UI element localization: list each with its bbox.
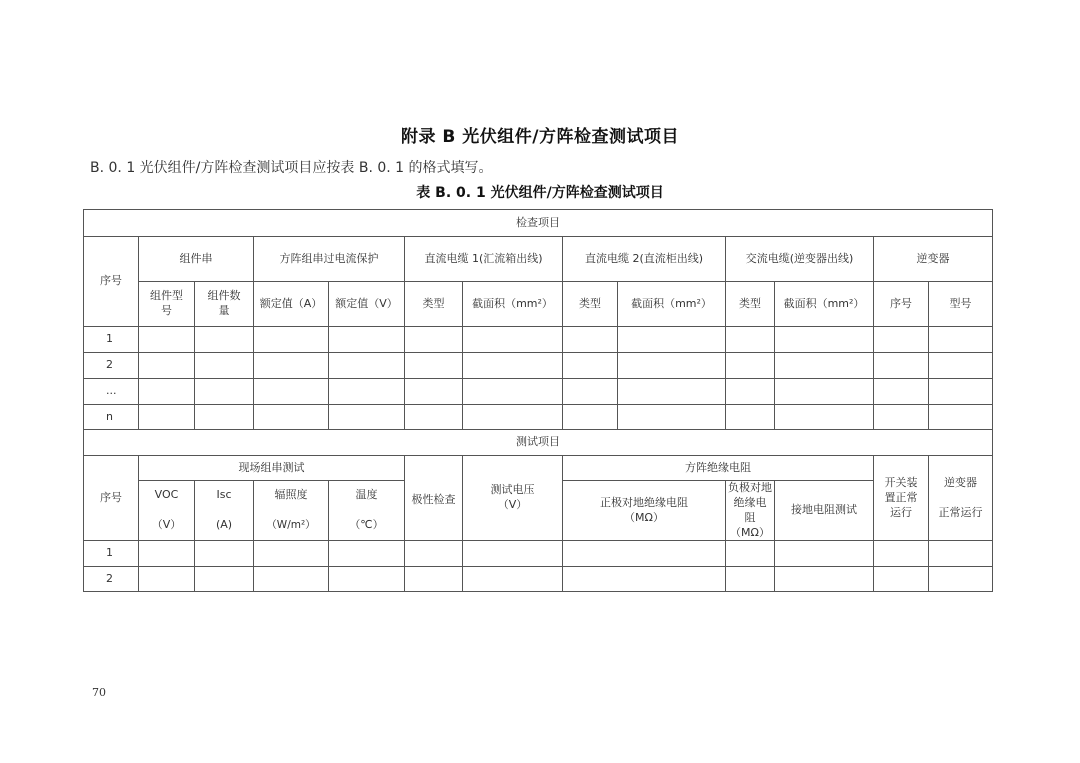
table-caption: 表 B. 0. 1 光伏组件/方阵检查测试项目 [416,185,664,201]
string-header: 组件串 [139,237,254,282]
row-number: 1 [84,327,139,353]
testing-group-row [84,456,993,481]
intro-text: B. 0. 1 光伏组件/方阵检查测试项目应按表 B. 0. 1 的格式填写。 [90,160,493,176]
ground-resistance-header: 接地电阻测试 [775,481,874,541]
table-row [84,405,993,430]
temperature-header: 温度 （℃） [329,481,405,541]
page-number: 70 [92,686,106,699]
inverter-normal-header: 逆变器 正常运行 [929,456,993,541]
insulation-resistance-header: 方阵绝缘电阻 [563,456,874,481]
table-row [84,327,993,353]
protection-header: 方阵组串过电流保护 [254,237,405,282]
polarity-check-header: 极性检查 [405,456,463,541]
inspection-table [83,209,993,592]
row-number: 2 [84,567,139,592]
inspection-sub-row [84,282,993,327]
test-voltage-header: 测试电压 （V） [463,456,563,541]
table-row [84,379,993,405]
negative-insulation-header: 负极对地绝缘电 阻（MΩ） [726,481,775,541]
seq-header: 序号 [84,237,139,327]
inverter-model-header: 型号 [929,282,993,327]
dc-cable-1-header: 直流电缆 1(汇流箱出线) [405,237,563,282]
inspection-header: 检查项目 [84,210,993,237]
dc-cable-2-header: 直流电缆 2(直流柜出线) [563,237,726,282]
rated-voltage-header: 额定值（V） [329,282,405,327]
dc1-area-header: 截面积（mm²） [463,282,563,327]
voc-header: VOC （V） [139,481,195,541]
row-number: 2 [84,353,139,379]
testing-header: 测试项目 [84,430,993,456]
switch-normal-header: 开关装 置正常 运行 [874,456,929,541]
test-seq-header: 序号 [84,456,139,541]
field-string-test-header: 现场组串测试 [139,456,405,481]
table-row [84,567,993,592]
row-number: n [84,405,139,430]
isc-header: Isc (A) [195,481,254,541]
irradiance-header: 辐照度 （W/m²） [254,481,329,541]
ac-type-header: 类型 [726,282,775,327]
ac-area-header: 截面积（mm²） [775,282,874,327]
rated-current-header: 额定值（A） [254,282,329,327]
dc2-area-header: 截面积（mm²） [618,282,726,327]
page-title: 附录 B 光伏组件/方阵检查测试项目 [400,127,679,147]
module-model-header: 组件型 号 [139,282,195,327]
table-row [84,541,993,567]
ac-cable-header: 交流电缆(逆变器出线) [726,237,874,282]
inspection-header-row [84,210,993,237]
row-number: 1 [84,541,139,567]
row-number: ... [84,379,139,405]
testing-header-row [84,430,993,456]
dc1-type-header: 类型 [405,282,463,327]
table-row [84,353,993,379]
dc2-type-header: 类型 [563,282,618,327]
module-count-header: 组件数 量 [195,282,254,327]
positive-insulation-header: 正极对地绝缘电阻 （MΩ） [563,481,726,541]
inverter-serial-header: 序号 [874,282,929,327]
inverter-header: 逆变器 [874,237,993,282]
inspection-group-row [84,237,993,282]
